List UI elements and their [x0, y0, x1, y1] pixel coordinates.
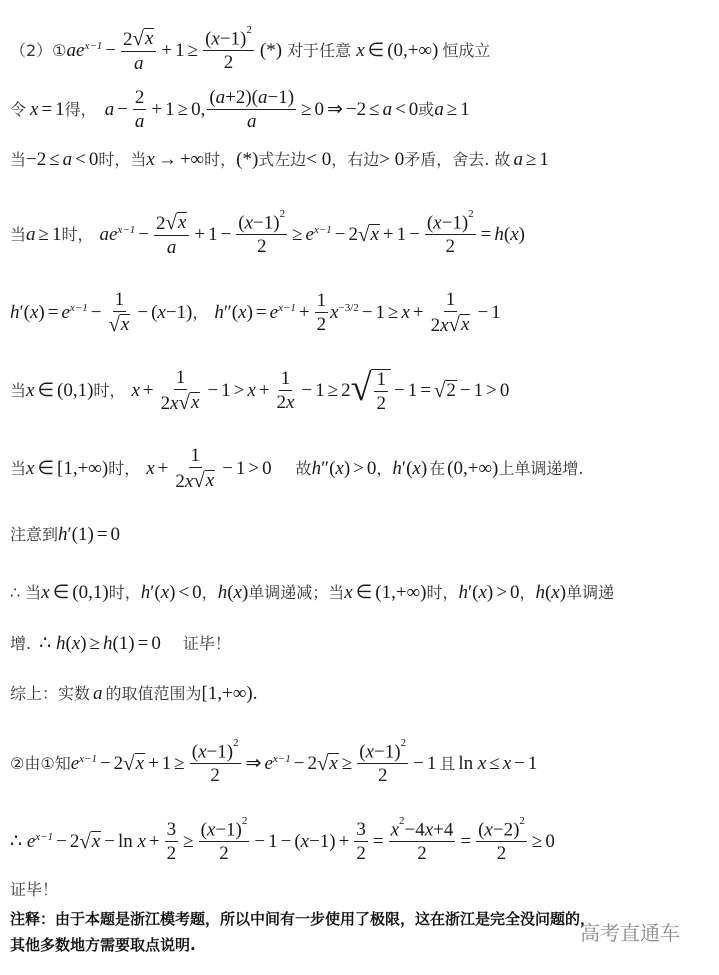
- line-4: 当 a ≥ 1 时， a e x−1 − 2 √ x a + 1 − $\frac{(x-1)^2}{2}$ ≥ e x−1 − 2 √ x + 1 − $\frac{(x-1)^2}{2}$ = h (x): [10, 207, 525, 258]
- line-12: ②由①知 e x−1 − 2 √ x + 1 ≥ $\frac{(x-1)^2}{2}$ ⇒ e x−1 − 2 √ x ≥ $\frac{(x-1)^2}{2}$ − 1 且 ln x ≤ x − 1: [10, 737, 538, 787]
- line-1: （2）① a e x−1 − 2 √ x a + 1 ≥ $\frac{(x-1)^2}{2}$ (*) 对于任意 x ∈ (0,+∞) 恒成立: [10, 23, 491, 74]
- line-3: 当 −2 ≤ a < 0 时，当 x → +∞ 时， (*) 式左边 < 0 ，右边 > 0 矛盾，舍去. 故 a ≥ 1: [10, 149, 549, 170]
- note-line-1: 注释：由于本题是浙江模考题，所以中间有一步使用了极限，这在浙江是完全没问题的，: [10, 910, 596, 928]
- line-11: 综上：实数 a 的取值范围为 [1,+∞).: [10, 683, 258, 704]
- line-9: ∴ 当 x ∈ (0,1) 时， h ′(x) < 0 ， h (x) 单调递减；当 x ∈ (1,+∞) 时， h ′(x) > 0 ， h (x) 单调递: [10, 582, 615, 603]
- line-6: 当 x ∈ (0,1) 时， x + 1 2x √ x − 1 > x + $\frac{1}{2x}$ − 1 ≥ 2 √ $\frac{1}{2}$ − 1 = √ 2 − 1 > 0: [10, 366, 510, 414]
- line-5: h ′(x) = e x−1 − 1 √ x − (x−1) ， h ″(x) = e x−1 + $\frac{1}{2}$ x −3/2 − 1 ≥ x + 1 2x √ x − 1: [10, 289, 501, 336]
- line-10: 增. ∴ h (x) ≥ h (1) = 0 证毕！: [10, 633, 231, 654]
- line-13: ∴ e x−1 − 2 √ x − ln x + $\frac{3}{2}$ ≥ $\frac{(x-1)^2}{2}$ − 1 − (x−1) + $\frac{3}{2}$ = $\frac{x^2-4x+4}{2}$ = $\frac{(x-2)^2}{2}$ ≥ 0: [10, 815, 555, 865]
- line-14: 证毕！: [10, 880, 59, 899]
- line-7: 当 x ∈ [1,+∞) 时， x + 1 2x √ x − 1 > 0 故 h ″(x) > 0 ， h ′(x) 在 (0,+∞) 上单调递增.: [10, 445, 584, 492]
- watermark: 高考直通车: [580, 921, 680, 945]
- note-line-2: 其他多数地方需要取点说明.: [10, 936, 196, 954]
- part-label: （2）①: [10, 40, 67, 60]
- line-2: 令 x = 1 得， a − $\frac{2}{a}$ + 1 ≥ 0, $\frac{(a+2)(a-1)}{a}$ ≥ 0 ⇒ −2 ≤ a < 0 或 a ≥ 1: [10, 87, 470, 132]
- line-8: 注意到 h ′(1) = 0: [10, 524, 121, 545]
